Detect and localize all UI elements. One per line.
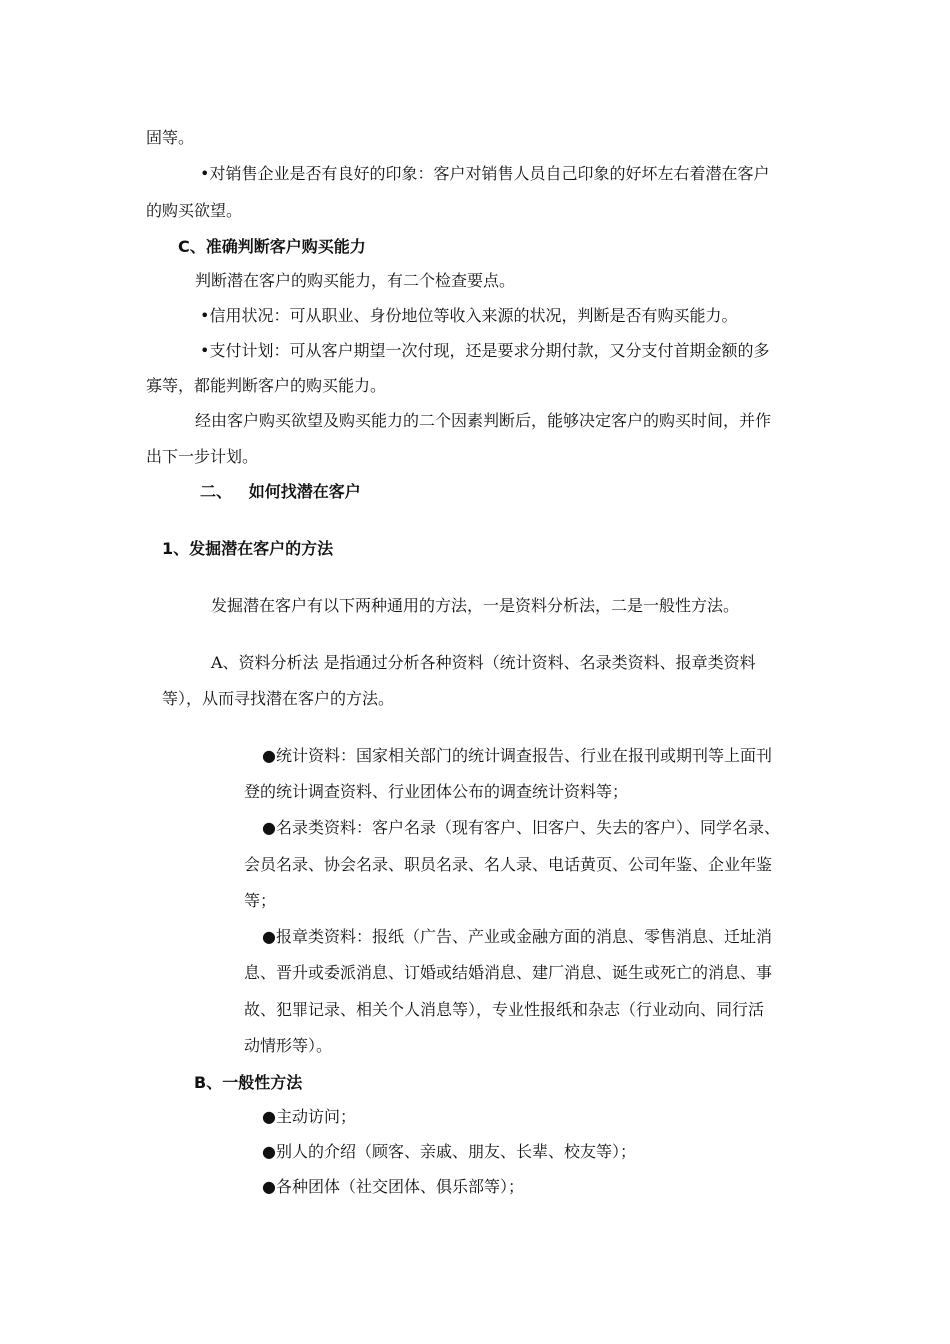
text-line: 等； [244,891,277,910]
bullet-line: ●各种团体（社交团体、俱乐部等）； [262,1177,524,1196]
section-heading: C、准确判断客户购买能力 [178,237,366,256]
text-line: 故、犯罪记录、相关个人消息等），专业性报纸和杂志（行业动向、同行活 [244,1000,765,1019]
bullet-line: ●统计资料：国家相关部门的统计调查报告、行业在报刊或期刊等上面刊 [262,746,772,765]
text-line: 等），从而寻找潜在客户的方法。 [162,689,395,708]
text-line: A、资料分析法 是指通过分析各种资料（统计资料、名录类资料、报章类资料 [211,653,756,672]
chapter-heading: 二、 如何找潜在客户 [200,482,361,501]
subsection-heading: 1、发掘潜在客户的方法 [162,539,334,558]
bullet-line: ●别人的介绍（顾客、亲戚、朋友、长辈、校友等）； [262,1142,636,1161]
text-line: 寡等，都能判断客户的购买能力。 [146,376,387,395]
text-line: 会员名录、协会名录、职员名录、名人录、电话黄页、公司年鉴、企业年鉴 [244,855,773,874]
text-line: 判断潜在客户的购买能力，有二个检查要点。 [195,271,516,290]
text-line: 登的统计调查资料、行业团体公布的调查统计资料等； [244,782,629,801]
bullet-line: ●名录类资料：客户名录（现有客户、旧客户、失去的客户）、同学名录、 [262,818,780,837]
text-line: 动情形等）。 [244,1036,333,1055]
text-line: 固等。 [146,128,195,147]
bullet-line: ●报章类资料：报纸（广告、产业或金融方面的消息、零售消息、迁址消 [262,927,772,946]
bullet-line: •对销售企业是否有良好的印象：客户对销售人员自己印象的好坏左右着潜在客户 [200,164,770,183]
section-heading: B、一般性方法 [194,1073,303,1092]
text-line: 息、晋升或委派消息、订婚或结婚消息、建厂消息、诞生或死亡的消息、事 [244,963,773,982]
bullet-line: •支付计划：可从客户期望一次付现，还是要求分期付款，又分支付首期金额的多 [200,341,770,360]
bullet-line: ●主动访问； [262,1107,356,1126]
text-line: 的购买欲望。 [146,201,243,220]
text-line: 发掘潜在客户有以下两种通用的方法，一是资料分析法，二是一般性方法。 [211,596,740,615]
bullet-line: •信用状况：可从职业、身份地位等收入来源的状况，判断是否有购买能力。 [200,306,738,325]
text-line: 出下一步计划。 [146,447,259,466]
text-line: 经由客户购买欲望及购买能力的二个因素判断后，能够决定客户的购买时间，并作 [195,411,772,430]
